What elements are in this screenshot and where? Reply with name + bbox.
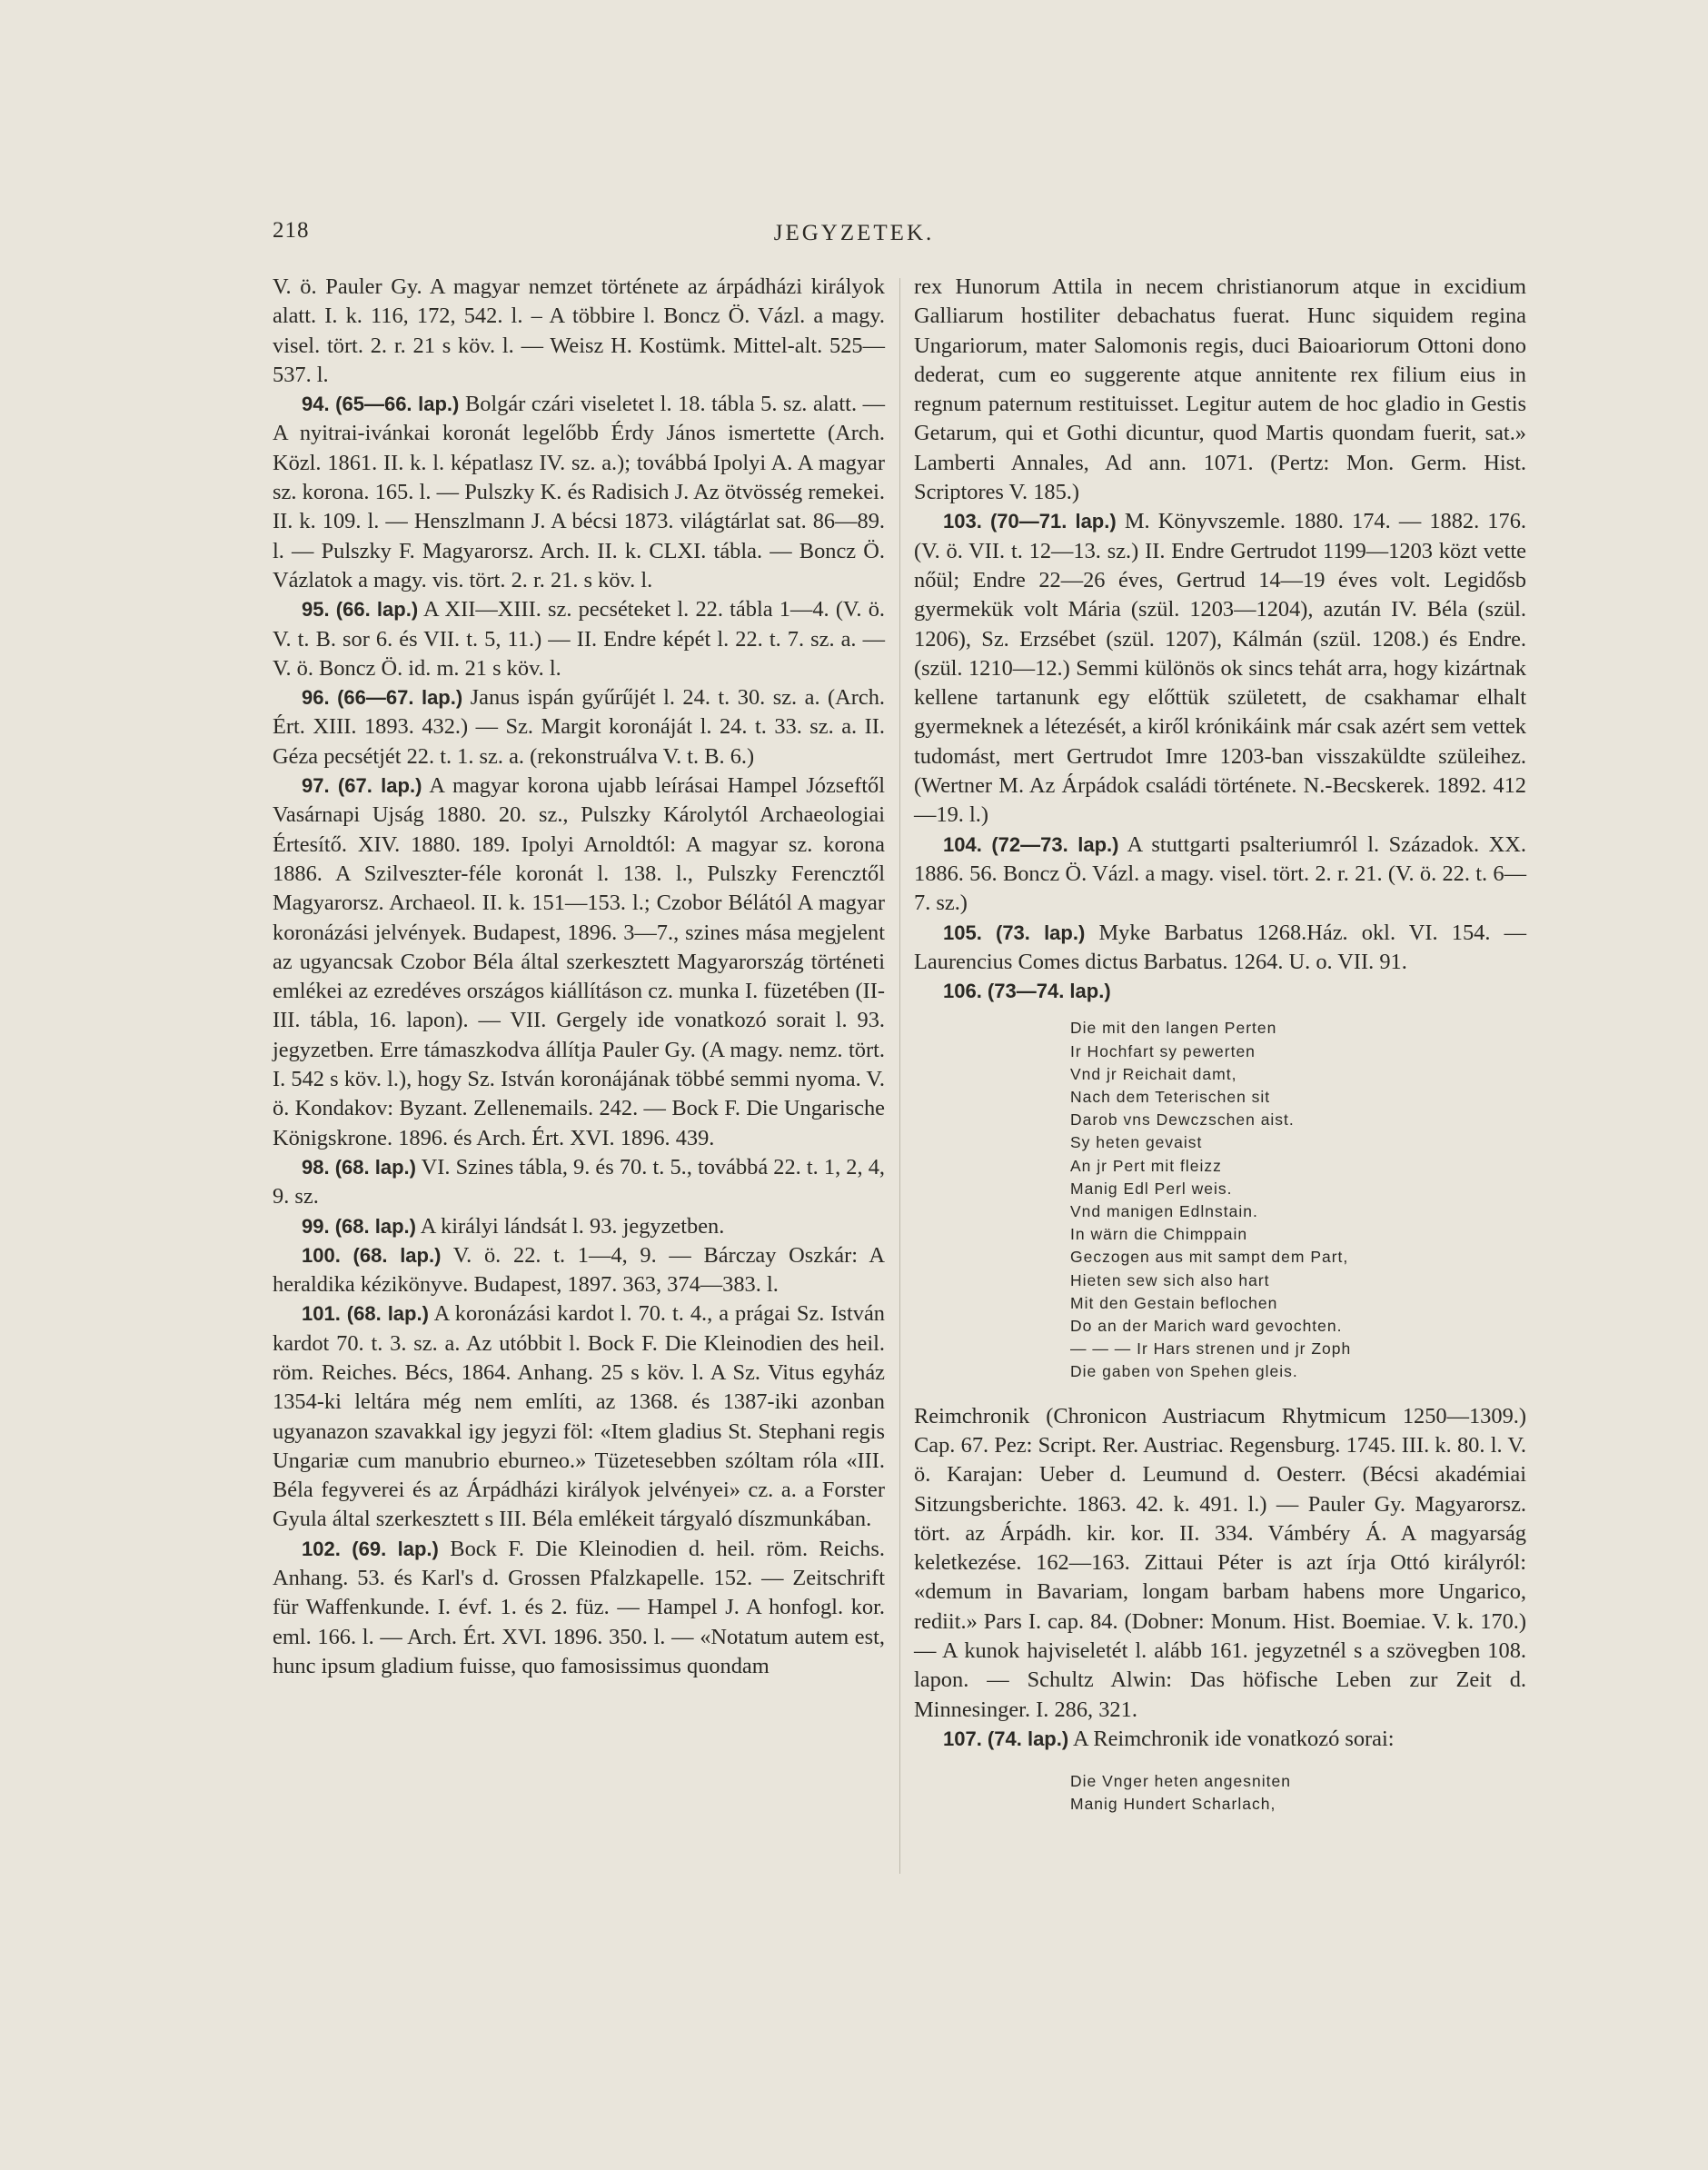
- note-number: 100. (68. lap.): [302, 1243, 442, 1267]
- note-text: A XII—XIII. sz. pecséteket l. 22. tábla 1—4. (V. ö. V. t. B. sor 6. és VII. t. 5, 11.) — II. Endre képét l. 22. t. 7. sz. a. — V. ö. Boncz Ö. id. m. 21 s köv. l.: [273, 597, 885, 681]
- note-number: 102. (69. lap.): [302, 1537, 439, 1560]
- note-98: [273, 1153, 885, 1212]
- note-105: [914, 919, 1526, 978]
- note-102: [273, 1535, 885, 1681]
- note-106-source: Reimchronik (Chronicon Austriacum Rhytmicum 1250—1309.) Cap. 67. Pez: Script. Rer. Austriac. Regensburg. 1745. III. k. 80. l. V. ö. Karajan: Ueber d. Leumund d. Oesterr. (Bécsi akadémiai Sitzungsberichte. 1863. 42. k. 491. l.) — Pauler Gy. Magyarorsz. tört. az Árpádh. kir. kor. II. 334. Vámbéry Á. A magyarság keletkezése. 162—163. Zittaui Péter is azt írja Ottó királyról: «demum in Bavariam, longam barbam habens more Ungarico, rediit.» Pars I. cap. 84. (Dobner: Monum. Hist. Boemiae. V. k. 170.) — A kunok hajviseletét l. alább 161. jegyzetnél s a szövegben 108. lapon. — Schultz Alwin: Das höfische Leben zur Zeit d. Minnesinger. I. 286, 321.: [914, 1403, 1526, 1722]
- poem-line: Manig Edl Perl weis.: [1070, 1179, 1233, 1198]
- note-text: Bock F. Die Kleinodien d. heil. röm. Reichs. Anhang. 53. és Karl's d. Grossen Pfalzkapelle. 152. — Zeitschrift für Waffenkunde. I. évf. 1. és 2. füz. — Hampel J. A honfogl. kor. eml. 166. l. — Arch. Ért. XVI. 1896. 350. l. — «Notatum autem est, hunc ipsum gladium fuisse, quo famosissimus quondam: [273, 1536, 885, 1678]
- poem-line: Die Vnger heten angesniten: [1070, 1772, 1291, 1791]
- note-101: [273, 1299, 885, 1534]
- poem-line: Die mit den langen Perten: [1070, 1019, 1277, 1038]
- poem-quotation-2: [1070, 1770, 1526, 1816]
- note-text: A királyi lándsát l. 93. jegyzetben.: [420, 1213, 725, 1239]
- note-97: [273, 771, 885, 1153]
- note-number: 106. (73—74. lap.): [943, 980, 1111, 1003]
- poem-line: Ir Hochfart sy pewerten: [1070, 1041, 1256, 1060]
- note-text: A koronázási kardot l. 70. t. 4., a prágai Sz. István kardot 70. t. 3. sz. a. Az utóbbit l. Bock F. Die Kleinodien des heil. röm. Reiches. Bécs, 1864. Anhang. 25 s köv. l. A Sz. Vitus egyház 1354-ki leltára még nem említi, az 1368. és 1387-iki azonban ugyanazon szavakkal igy jegyzi föl: «Item gladius St. Stephani regis Ungariæ cum manubrio eburneo.» Tüzetesebben szóltam róla «III. Béla fegyverei és az Árpádházi királyok jelvényei» cz. a. a Forster Gyula által szerkesztett s III. Béla emlékeit tárgyaló díszmunkában.: [273, 1301, 885, 1532]
- note-number: 104. (72—73. lap.): [943, 832, 1119, 856]
- poem-line: Vnd jr Reichait damt,: [1070, 1064, 1237, 1083]
- note-text: A magyar korona ujabb leírásai Hampel Józseftől Vasárnapi Ujság 1880. 20. sz., Pulszky Károlytól Archaeologiai Értesítő. XIV. 1880. 189. Ipolyi Arnoldtól: A magyar sz. korona 1886. A Szilveszter-féle koronát l. 138. l., Pulszky Ferencztől Magyarorsz. Archaeol. II. k. 151—153. l.; Czobor Bélától A magyar koronázási jelvények. Budapest, 1896. 3—7., szines mása megjelent az ugyancsak Czobor Béla által szerkesztett Magyarország történeti emlékei az ezredéves országos kiállításon cz. munka I. füzetében (II-III. tábla, 16. lapon). — VII. Gergely ide vonatkozó sorait l. 93. jegyzetben. Erre támaszkodva állítja Pauler Gy. (A magy. nemz. tört. I. 542 s köv. l.), hogy Sz. István koronájának többé semmi nyoma. V. ö. Kondakov: Byzant. Zellenemails. 242. — Bock F. Die Ungarische Königskrone. 1896. és Arch. Ért. XVI. 1896. 439.: [273, 773, 885, 1150]
- note-95: [273, 595, 885, 683]
- note-text: A Reimchronik ide vonatkozó sorai:: [1072, 1726, 1395, 1751]
- note-text: A stuttgarti psalteriumról l. Századok. XX. 1886. 56. Boncz Ö. Vázl. a magy. visel. tört. 2. r. 21. (V. ö. 22. t. 6—7. sz.): [914, 831, 1526, 916]
- note-continuation: V. ö. Pauler Gy. A magyar nemzet története az árpádházi királyok alatt. I. k. 116, 172, 542. l. – A többire l. Boncz Ö. Vázl. a magy. visel. tört. 2. r. 21 s köv. l. — Weisz H. Kostümk. Mittel-alt. 525—537. l.: [273, 274, 885, 387]
- column-divider: [899, 278, 900, 1874]
- note-94: [273, 390, 885, 595]
- poem-line: Nach dem Teterischen sit: [1070, 1088, 1271, 1107]
- note-99: [273, 1212, 885, 1241]
- note-104: [914, 831, 1526, 919]
- note-number: 96. (66—67. lap.): [302, 686, 463, 710]
- poem-line: Hieten sew sich also hart: [1070, 1270, 1270, 1289]
- note-text: Janus ispán gyűrűjét l. 24. t. 30. sz. a. (Arch. Ért. XIII. 1893. 432.) — Sz. Margit koronáját l. 24. t. 33. sz. a. II. Géza pecsétjét 22. t. 1. sz. a. (rekonstruálva V. t. B. 6.): [273, 685, 885, 769]
- note-text: Bolgár czári viseletet l. 18. tábla 5. sz. alatt. — A nyitrai-ivánkai koronát legelőbb Érdy János ismertette (Arch. Közl. 1861. II. k. l. képatlasz IV. sz. a.); továbbá Ipolyi A. A magyar sz. korona. 165. l. — Pulszky K. és Radisich J. Az ötvösség remekei. II. k. 109. l. — Henszlmann J. A bécsi 1873. világtárlat sat. 86—89. l. — Pulszky F. Magyarorsz. Arch. II. k. CLXI. tábla. — Boncz Ö. Vázlatok a magy. vis. tört. 2. r. 21. s köv. l.: [273, 392, 885, 592]
- poem-quotation-1: [1070, 1017, 1526, 1383]
- poem-line: In wärn die Chimppain: [1070, 1225, 1248, 1244]
- note-103: [914, 507, 1526, 830]
- poem-line: Sy heten gevaist: [1070, 1133, 1203, 1152]
- note-106: [914, 977, 1526, 1006]
- note-text: VI. Szines tábla, 9. és 70. t. 5., továbbá 22. t. 1, 2, 4, 9. sz.: [273, 1154, 885, 1209]
- note-text: Myke Barbatus 1268.Ház. okl. VI. 154. — Laurencius Comes dictus Barbatus. 1264. U. o. VII. 91.: [914, 920, 1526, 974]
- note-text: M. Könyvszemle. 1880. 174. — 1882. 176. (V. ö. VII. t. 12—13. sz.) II. Endre Gertrudot 1199—1203 közt vette nőül; Endre 22—26 éves, Gertrud 14—19 éves volt. Legidősb gyermekük volt Mária (szül. 1203—1204), azután IV. Béla (szül. 1206), Sz. Erzsébet (szül. 1207), Kálmán (szül. 1208.) és Endre. (szül. 1210—12.) Semmi különös ok sincs tehát arra, hogy kizártnak kellene tartanunk egy előttük született, de csakhamar elhalt gyermeknek a létezését, a kiről krónikáink már csak azért sem vettek tudomást, mert Gertrudot Imre 1203-ban visszaküldte szüleihez. (Wertner M. Az Árpádok családi története. N.-Becskerek. 1892. 412—19. l.): [914, 509, 1526, 828]
- note-number: 105. (73. lap.): [943, 921, 1086, 944]
- page-number: 218: [273, 218, 310, 243]
- note-number: 97. (67. lap.): [302, 774, 422, 798]
- note-102-continuation: rex Hunorum Attila in necem christianorum atque in excidium Galliarum hostiliter debachatus fuerat. Hunc siquidem regina Ungariorum, mater Salomonis regis, duci Baioariorum Ottoni dono dederat, cum eo suggerente atque annitente rex filium eius in regnum paternum restituisset. Legitur autem de hoc gladio in Gestis Getarum, qui et Gothi dicuntur, quod Martis quondam fuerit, sat.» Lamberti Annales, Ad ann. 1071. (Pertz: Mon. Germ. Hist. Scriptores V. 185.): [914, 274, 1526, 505]
- poem-line: Vnd manigen Edlnstain.: [1070, 1202, 1258, 1221]
- poem-line: Manig Hundert Scharlach,: [1070, 1795, 1276, 1814]
- note-100: [273, 1241, 885, 1300]
- note-96: [273, 683, 885, 771]
- poem-line: Geczogen aus mit sampt dem Part,: [1070, 1248, 1349, 1267]
- note-number: 98. (68. lap.): [302, 1155, 416, 1179]
- note-107: [914, 1725, 1526, 1754]
- note-number: 94. (65—66. lap.): [302, 393, 460, 416]
- poem-line: Darob vns Dewczschen aist.: [1070, 1110, 1295, 1130]
- note-text: V. ö. 22. t. 1—4, 9. — Bárczay Oszkár: A heraldika kézikönyve. Budapest, 1897. 363, 374—383. l.: [273, 1242, 885, 1298]
- note-number: 99. (68. lap.): [302, 1214, 416, 1238]
- note-number: 101. (68. lap.): [302, 1302, 429, 1326]
- left-column: [273, 273, 885, 1681]
- note-number: 107. (74. lap.): [943, 1727, 1069, 1750]
- right-column: [914, 273, 1526, 1835]
- note-number: 95. (66. lap.): [302, 598, 419, 622]
- poem-line: Do an der Marich ward gevochten.: [1070, 1317, 1343, 1336]
- poem-line: Mit den Gestain beflochen: [1070, 1293, 1278, 1312]
- poem-line: Die gaben von Spehen gleis.: [1070, 1362, 1298, 1381]
- poem-line: — — — Ir Hars strenen und jr Zoph: [1070, 1339, 1352, 1359]
- note-number: 103. (70—71. lap.): [943, 510, 1117, 533]
- running-title: JEGYZETEK.: [773, 221, 935, 245]
- poem-line: An jr Pert mit fleizz: [1070, 1156, 1222, 1175]
